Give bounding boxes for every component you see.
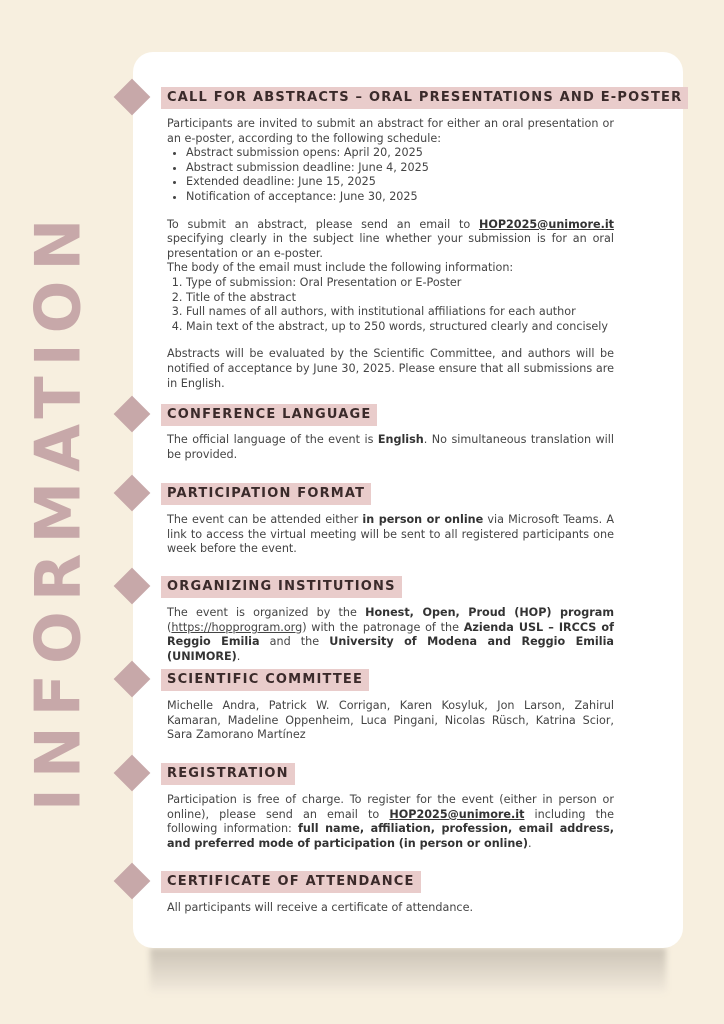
section-heading: ORGANIZING INSTITUTIONS (161, 576, 402, 598)
certificate-text: All participants will receive a certificate of attendance. (167, 901, 474, 914)
requirements-list (167, 276, 614, 334)
side-title: INFORMATION (21, 208, 95, 812)
evaluation-text: Abstracts will be evaluated by the Scientific Committee, and authors will be notified of acceptance by June 30, 2025. Please ensure that all submissions are in English. (167, 347, 614, 390)
list-item: • Abstract submission deadline: June 4, 2025 (186, 161, 614, 176)
section-heading: CALL FOR ABSTRACTS – ORAL PRESENTATIONS AND E-POSTER (161, 87, 688, 109)
section-body (167, 606, 614, 664)
body-intro: The body of the email must include the following information: (167, 261, 514, 275)
institutions-text: The event is organized by the Honest, Open, Proud (HOP) program (https://hopprogram.org) with the patronage of the Azienda USL – IRCCS of Reggio Emilia and the University of Modena and Reggio Emilia (UNIMORE). (167, 606, 614, 663)
diamond-bullet (114, 568, 151, 605)
section-body (167, 513, 614, 557)
list-item: • Notification of acceptance: June 30, 2025 (186, 190, 614, 205)
section-heading: CERTIFICATE OF ATTENDANCE (161, 871, 421, 893)
language-text: The official language of the event is English. No simultaneous translation will be provided. (167, 433, 614, 461)
section-body (167, 699, 614, 743)
section-body (167, 901, 614, 916)
diamond-bullet (114, 79, 151, 116)
diamond-bullet (114, 396, 151, 433)
info-card (133, 52, 683, 948)
section-body (167, 793, 614, 851)
list-item: • Extended deadline: June 15, 2025 (186, 175, 614, 190)
registration-text: Participation is free of charge. To register for the event (either in person or online), please send an email to HOP2025@unimore.it including the following information: full name, affiliation, profession, email address, and preferred mode of participation (in person or online). (167, 793, 614, 850)
list-item: • Abstract submission opens: April 20, 2025 (186, 146, 614, 161)
diamond-bullet (114, 475, 151, 512)
schedule-list (167, 146, 614, 204)
section-heading: SCIENTIFIC COMMITTEE (161, 669, 369, 691)
section-heading: CONFERENCE LANGUAGE (161, 404, 377, 426)
website-link[interactable]: https://hopprogram.org (171, 620, 303, 634)
section-heading: REGISTRATION (161, 763, 295, 785)
list-item: 3. Full names of all authors, with institutional affiliations for each author (186, 305, 614, 320)
email-link[interactable]: HOP2025@unimore.it (389, 807, 525, 821)
diamond-bullet (114, 755, 151, 792)
list-item: 2. Title of the abstract (186, 291, 614, 306)
list-item: 4. Main text of the abstract, up to 250 words, structured clearly and concisely (186, 320, 614, 335)
email-link[interactable]: HOP2025@unimore.it (478, 217, 614, 231)
abstracts-intro: Participants are invited to submit an abstract for either an oral presentation or an e-poster, according to the following schedule: (167, 117, 614, 145)
format-text: The event can be attended either in person or online via Microsoft Teams. A link to access the virtual meeting will be sent to all registered participants one week before the event. (167, 513, 615, 556)
card-shadow (150, 948, 666, 992)
submit-instructions: To submit an abstract, please send an email to HOP2025@unimore.it specifying clearly in the subject line whether your submission is for an oral presentation or an e-poster. (167, 217, 614, 260)
section-heading: PARTICIPATION FORMAT (161, 483, 371, 505)
committee-members: Michelle Andra, Patrick W. Corrigan, Karen Kosyluk, Jon Larson, Zahirul Kamaran, Madeline Oppenheim, Luca Pingani, Nicolas Rüsch, Katrina Scior, Sara Zamorano Martínez (167, 699, 614, 742)
section-body (167, 433, 614, 462)
list-item: 1. Type of submission: Oral Presentation or E-Poster (186, 276, 614, 291)
diamond-bullet (114, 661, 151, 698)
section-body (167, 117, 614, 391)
diamond-bullet (114, 863, 151, 900)
